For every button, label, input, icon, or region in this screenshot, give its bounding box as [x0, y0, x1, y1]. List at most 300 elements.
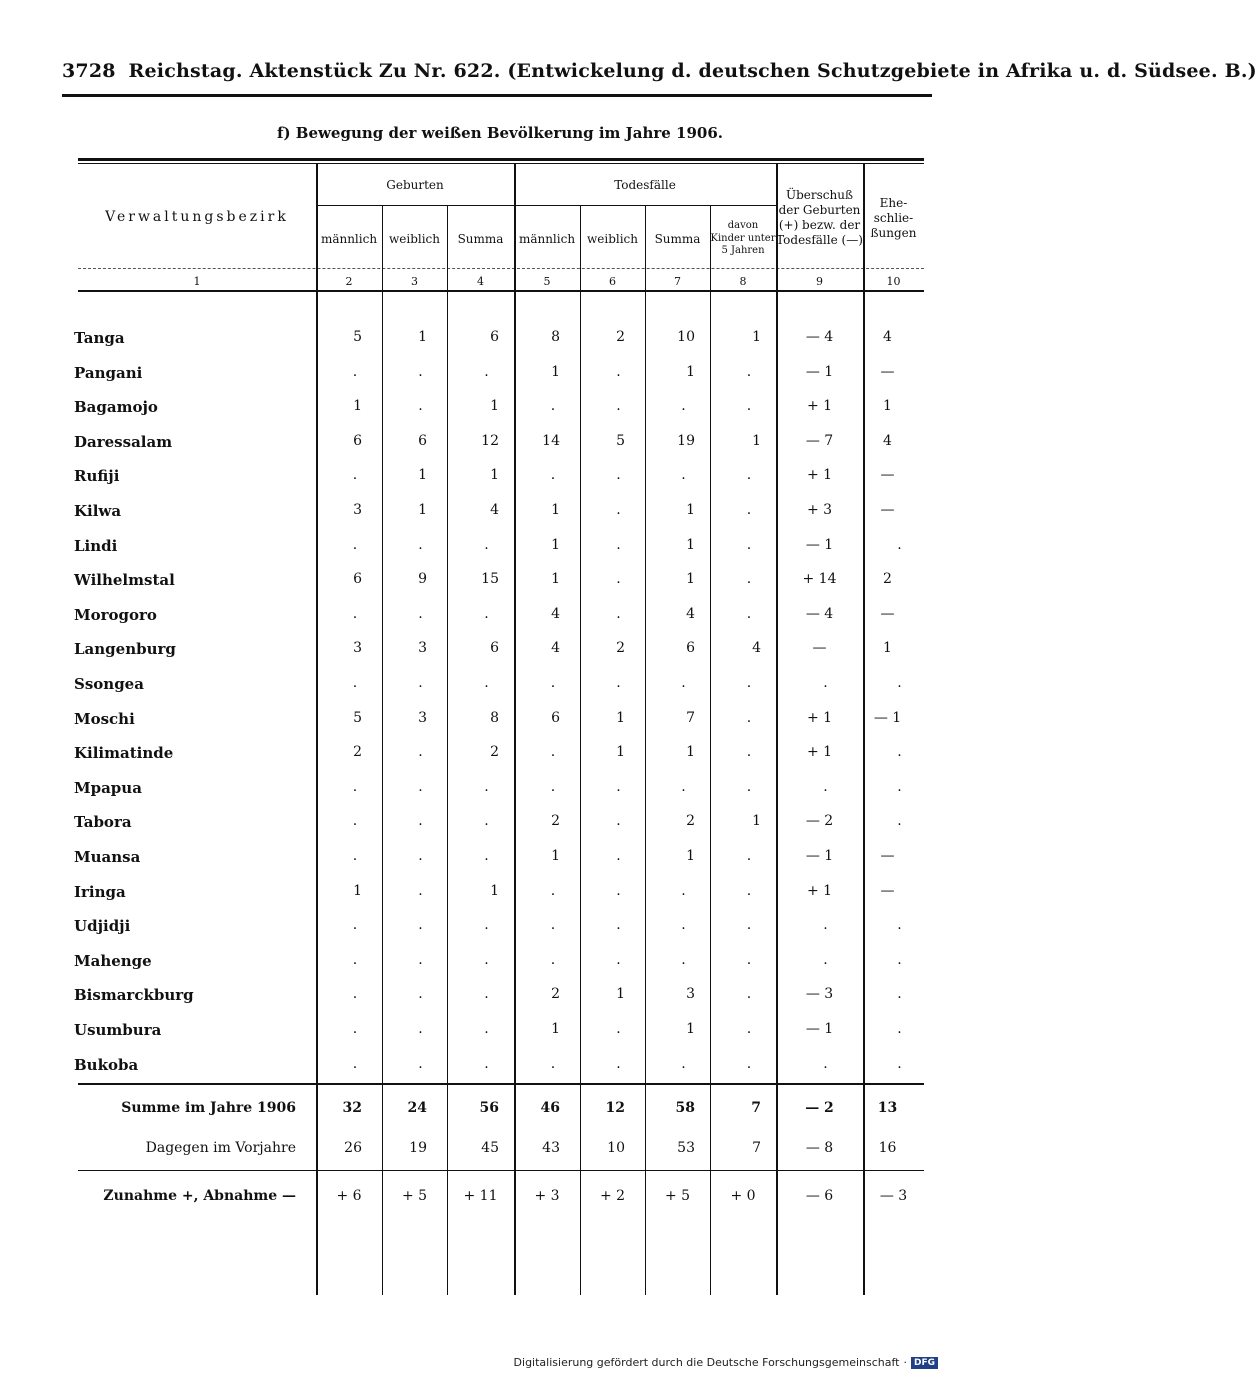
column-number: 3 — [411, 275, 418, 288]
column-header: weiblich — [388, 231, 441, 246]
table-cell: 2 — [353, 744, 362, 761]
header-bottom-rule — [78, 268, 924, 269]
district-name: Rufiji — [74, 467, 120, 486]
table-cell: 8 — [551, 329, 560, 345]
table-cell: . — [418, 951, 423, 968]
column-number: 4 — [477, 275, 484, 288]
table-cell: . — [823, 778, 828, 795]
table-cell: . — [484, 675, 489, 691]
table-cell: . — [681, 1055, 686, 1072]
change-cell: + 5 — [401, 1188, 428, 1204]
table-cell: . — [746, 571, 752, 588]
table-cell: 12 — [481, 432, 499, 449]
table-cell: . — [352, 951, 358, 968]
table-cell: 1 — [616, 986, 625, 1003]
district-label — [74, 813, 306, 831]
table-cell: 1 — [551, 1021, 560, 1037]
table-cell: . — [746, 467, 752, 484]
table-cell: — — [880, 848, 895, 864]
table-cell: 1 — [752, 329, 761, 345]
table-cell: 4 — [551, 605, 560, 622]
district-label — [74, 883, 306, 901]
table-cell: 2 — [551, 986, 560, 1003]
table-cell: . — [418, 986, 423, 1003]
table-cell: 1 — [353, 398, 362, 415]
totals-label: Summe im Jahre 1906 — [121, 1100, 296, 1116]
table-cell: 4 — [686, 605, 695, 622]
table-cell: 6 — [490, 329, 499, 345]
district-label — [74, 952, 306, 970]
table-cell: . — [616, 536, 621, 553]
table-cell: + 1 — [806, 398, 833, 415]
district-label — [74, 1056, 306, 1074]
district-label — [74, 502, 306, 520]
table-cell: . — [352, 813, 358, 830]
table-cell: . — [823, 1055, 828, 1072]
table-cell: . — [616, 398, 621, 415]
table-cell: 2 — [551, 813, 560, 830]
totals-cell: 7 — [752, 1140, 761, 1156]
table-cell: 1 — [883, 640, 892, 657]
table-cell: 2 — [686, 813, 695, 830]
table-cell: . — [746, 882, 752, 899]
column-number: 6 — [609, 275, 616, 288]
district-label — [74, 744, 306, 762]
table-cell: 6 — [490, 640, 499, 657]
table-cell: . — [418, 882, 423, 899]
table-cell: 1 — [551, 571, 560, 588]
district-name: Daressalam — [74, 432, 173, 451]
table-cell: . — [897, 744, 902, 761]
column-header: Verwaltungsbezirk — [105, 209, 289, 226]
table-cell: 3 — [418, 709, 427, 726]
table-cell: 6 — [686, 640, 695, 657]
table-cell: 1 — [752, 432, 761, 449]
district-name: Morogoro — [74, 605, 157, 624]
table-cell: . — [484, 917, 489, 934]
table-cell: . — [484, 1021, 489, 1037]
colnum-bottom-rule — [78, 290, 924, 292]
table-cell: . — [418, 398, 423, 415]
table-cell: — — [812, 640, 827, 657]
table-cell: . — [484, 951, 489, 968]
table-cell: 10 — [677, 329, 695, 345]
column-header: Überschuß der Geburten (+) bezw. der Todesfälle (—) — [776, 188, 863, 247]
table-cell: 2 — [616, 640, 625, 657]
totals-cell: 43 — [542, 1140, 560, 1156]
table-cell: . — [897, 951, 902, 968]
district-name: Wilhelmstal — [74, 571, 175, 590]
dfg-logo-icon: DFG — [911, 1357, 938, 1369]
table-cell: — 3 — [805, 986, 834, 1003]
column-number: 8 — [739, 275, 747, 288]
table-cell: 4 — [883, 432, 892, 449]
table-cell: . — [897, 813, 902, 830]
table-cell: 1 — [686, 363, 695, 380]
table-cell: . — [616, 1055, 621, 1072]
table-cell: 1 — [490, 398, 499, 415]
change-label: Zunahme +, Abnahme — — [103, 1188, 296, 1204]
header-rule — [62, 94, 932, 97]
table-cell: 1 — [551, 502, 560, 518]
table-cell: . — [418, 675, 423, 691]
table-cell: . — [418, 744, 423, 761]
totals-label: Dagegen im Vorjahre — [145, 1140, 296, 1156]
district-label — [74, 1021, 306, 1039]
table-cell: 4 — [551, 640, 560, 657]
table-cell: 1 — [686, 536, 695, 553]
table-cell: . — [352, 1021, 358, 1037]
district-label — [74, 606, 306, 624]
totals-cell: — 8 — [805, 1140, 834, 1156]
table-cell: 6 — [551, 709, 560, 726]
table-cell: . — [550, 882, 556, 899]
totals-bottom-rule — [78, 1170, 924, 1171]
column-header: weiblich — [586, 231, 639, 246]
district-label — [74, 433, 306, 451]
change-cell: — 6 — [805, 1188, 834, 1204]
district-label — [74, 537, 306, 555]
district-name: Usumbura — [74, 1021, 162, 1039]
section-title: f) Bewegung der weißen Bevölkerung im Jahre 1906. — [277, 124, 723, 142]
district-name: Muansa — [74, 848, 141, 866]
table-cell: . — [681, 398, 686, 415]
district-name: Langenburg — [74, 640, 176, 659]
table-cell: . — [616, 502, 621, 518]
footer: Digitalisierung gefördert durch die Deutsche Forschungsgemeinschaft · DFG — [514, 1356, 938, 1369]
table-cell: . — [681, 778, 686, 795]
table-cell: . — [616, 675, 621, 691]
table-cell: 1 — [686, 744, 695, 761]
table-cell: . — [418, 1055, 423, 1072]
table-cell: — — [880, 502, 895, 518]
table-cell: . — [746, 502, 752, 518]
column-number: 1 — [193, 275, 201, 288]
body-bottom-rule — [78, 1083, 924, 1085]
table-cell: . — [418, 917, 423, 934]
table-cell: . — [550, 467, 556, 484]
table-cell: 2 — [616, 329, 625, 345]
table-cell: 6 — [353, 571, 362, 588]
table-cell: 1 — [418, 502, 427, 518]
totals-cell: 53 — [677, 1140, 695, 1156]
table-cell: — — [880, 467, 895, 484]
district-name: Kilwa — [74, 502, 122, 520]
table-cell: — — [880, 882, 895, 899]
table-cell: 1 — [686, 571, 695, 588]
table-cell: 1 — [883, 398, 892, 415]
table-cell: — 4 — [805, 605, 834, 622]
table-cell: . — [352, 1055, 358, 1072]
table-cell: + 1 — [806, 709, 833, 726]
district-name: Bukoba — [74, 1055, 139, 1074]
table-cell: 1 — [551, 848, 560, 864]
table-cell: 1 — [752, 813, 761, 830]
table-cell: 19 — [677, 432, 695, 449]
table-cell: 9 — [418, 571, 427, 588]
column-header: davon Kinder unter 5 Jahren — [710, 220, 776, 257]
change-cell: + 11 — [463, 1188, 498, 1204]
table-cell: . — [616, 882, 621, 899]
table-cell: . — [418, 848, 423, 864]
table-cell: . — [616, 1021, 621, 1037]
change-cell: + 3 — [534, 1188, 560, 1204]
table-cell: . — [418, 536, 423, 553]
totals-cell: 13 — [877, 1100, 898, 1116]
footer-text: Digitalisierung gefördert durch die Deutsche Forschungsgemeinschaft — [513, 1356, 900, 1369]
district-label — [74, 329, 306, 347]
table-cell: . — [616, 605, 621, 622]
table-cell: 5 — [353, 329, 362, 345]
district-name: Udjidji — [74, 917, 131, 936]
table-cell: . — [550, 675, 556, 691]
page-number: 3728 — [62, 60, 116, 82]
totals-cell: 26 — [344, 1140, 362, 1156]
table-cell: . — [746, 1055, 752, 1072]
totals-cell: 19 — [409, 1140, 427, 1156]
table-cell: . — [616, 813, 621, 830]
table-cell: . — [823, 675, 828, 691]
district-name: Iringa — [74, 882, 126, 901]
table-cell: . — [746, 675, 752, 691]
births-group-rule — [316, 205, 514, 206]
column-number: 7 — [674, 275, 681, 288]
table-cell: . — [352, 363, 358, 380]
table-cell: 1 — [616, 709, 625, 726]
table-cell: — 7 — [805, 432, 834, 449]
district-name: Tanga — [74, 329, 125, 347]
district-label — [74, 779, 306, 797]
table-cell: . — [418, 605, 423, 622]
table-cell: . — [418, 813, 423, 830]
table-cell: 3 — [686, 986, 695, 1003]
table-cell: 2 — [883, 571, 892, 588]
table-cell: . — [746, 951, 752, 968]
table-cell: . — [484, 848, 489, 864]
change-cell: + 0 — [730, 1188, 756, 1204]
column-number: 2 — [345, 275, 353, 288]
table-cell: . — [352, 536, 358, 553]
table-cell: . — [352, 778, 358, 795]
table-cell: . — [484, 1055, 489, 1072]
table-cell: . — [484, 986, 489, 1003]
table-cell: . — [681, 675, 686, 691]
table-cell: 3 — [418, 640, 427, 657]
district-name: Mahenge — [74, 951, 152, 970]
district-label — [74, 710, 306, 728]
table-cell: . — [418, 1021, 423, 1037]
district-label — [74, 848, 306, 866]
table-cell: 6 — [353, 432, 362, 449]
column-header: Summa — [457, 231, 504, 246]
table-cell: . — [823, 917, 828, 934]
table-cell: . — [746, 363, 752, 380]
table-cell: 15 — [481, 571, 499, 588]
district-label — [74, 571, 306, 589]
table-cell: 4 — [752, 640, 761, 657]
table-cell: + 1 — [806, 467, 833, 484]
deaths-group-header: Todesfälle — [614, 178, 676, 192]
table-cell: 2 — [490, 744, 499, 761]
table-cell: 1 — [686, 848, 695, 864]
table-cell: — 2 — [805, 813, 834, 830]
table-cell: . — [681, 467, 686, 484]
table-top-rule-2 — [78, 163, 924, 164]
table-cell: . — [897, 1055, 902, 1072]
table-cell: . — [418, 778, 423, 795]
column-header: männlich — [518, 231, 576, 246]
table-cell: 8 — [490, 709, 499, 726]
table-cell: . — [616, 467, 621, 484]
table-cell: . — [550, 917, 556, 934]
table-cell: . — [897, 778, 902, 795]
change-cell: + 6 — [336, 1188, 362, 1204]
table-cell: + 14 — [802, 571, 837, 588]
change-cell: + 5 — [664, 1188, 691, 1204]
totals-cell: 10 — [607, 1140, 625, 1156]
table-cell: 1 — [616, 744, 625, 761]
district-label — [74, 640, 306, 658]
totals-cell: — 2 — [805, 1100, 834, 1116]
district-name: Lindi — [74, 536, 118, 555]
table-top-rule — [78, 158, 924, 161]
table-cell: . — [897, 1021, 902, 1037]
table-cell: . — [746, 398, 752, 415]
table-cell: 1 — [551, 363, 560, 380]
column-header: Ehe-schlie-ßungen — [870, 195, 917, 240]
change-cell: + 2 — [599, 1188, 626, 1204]
table-cell: — 1 — [873, 709, 902, 726]
district-name: Bismarckburg — [74, 986, 194, 1005]
table-cell: . — [484, 363, 489, 380]
table-cell: 1 — [418, 329, 427, 345]
table-cell: 5 — [353, 709, 362, 726]
district-name: Moschi — [74, 709, 135, 728]
table-cell: . — [897, 675, 902, 691]
table-cell: 4 — [883, 329, 892, 345]
table-cell: 1 — [490, 467, 499, 484]
column-number: 10 — [886, 275, 901, 288]
table-cell: 3 — [353, 640, 362, 657]
table-cell: — — [880, 363, 895, 380]
table-cell: . — [352, 917, 358, 934]
table-cell: + 3 — [806, 502, 833, 518]
table-cell: 3 — [353, 502, 362, 518]
table-cell: . — [484, 605, 489, 622]
table-cell: — 1 — [805, 363, 834, 380]
table-cell: . — [418, 363, 423, 380]
table-cell: 5 — [616, 432, 625, 449]
table-cell: 1 — [551, 536, 560, 553]
change-cell: — 3 — [879, 1188, 908, 1204]
column-number: 9 — [816, 275, 823, 288]
table-cell: . — [484, 813, 489, 830]
table-cell: . — [897, 986, 902, 1003]
table-cell: 1 — [490, 882, 499, 899]
totals-cell: 46 — [540, 1100, 560, 1116]
totals-cell: 24 — [407, 1100, 427, 1116]
table-cell: . — [746, 778, 752, 795]
table-cell: . — [616, 363, 621, 380]
table-cell: . — [897, 536, 902, 553]
table-cell: . — [681, 882, 686, 899]
district-name: Pangani — [74, 363, 143, 382]
totals-cell: 32 — [342, 1100, 362, 1116]
table-cell: . — [616, 571, 621, 588]
table-cell: . — [550, 778, 556, 795]
table-cell: . — [746, 709, 752, 726]
table-cell: 4 — [490, 502, 499, 518]
table-cell: . — [484, 536, 489, 553]
table-cell: . — [746, 917, 752, 934]
births-group-header: Geburten — [386, 178, 444, 192]
table-cell: — — [880, 605, 895, 622]
running-title: Reichstag. Aktenstück Zu Nr. 622. (Entwickelung d. deutschen Schutzgebiete in Afrika u. d. Südsee. B.) — [128, 60, 1257, 82]
page-header — [62, 60, 1257, 90]
district-name: Tabora — [74, 813, 132, 832]
table-cell: — 1 — [805, 1021, 834, 1037]
totals-cell: 16 — [878, 1140, 897, 1156]
table-cell: . — [681, 917, 686, 934]
table-cell: . — [746, 986, 752, 1003]
table-cell: . — [352, 986, 358, 1003]
table-cell: . — [616, 951, 621, 968]
column-number: 5 — [543, 275, 551, 288]
table-cell: 1 — [353, 882, 362, 899]
district-name: Mpapua — [74, 778, 142, 797]
district-name: Bagamojo — [74, 398, 158, 417]
table-cell: 14 — [542, 432, 560, 449]
table-cell: — 1 — [805, 848, 834, 864]
table-cell: 1 — [686, 1021, 695, 1037]
table-cell: . — [746, 848, 752, 864]
table-cell: . — [550, 1055, 556, 1072]
table-cell: . — [746, 605, 752, 622]
table-cell: . — [352, 467, 358, 484]
table-cell: 1 — [686, 502, 695, 518]
table-cell: . — [897, 917, 902, 934]
table-cell: . — [352, 848, 358, 864]
totals-cell: 56 — [479, 1100, 499, 1116]
table-cell: + 1 — [806, 744, 833, 761]
table-cell: — 1 — [805, 536, 834, 553]
table-cell: . — [746, 1021, 752, 1037]
table-cell: . — [550, 744, 556, 761]
table-cell: . — [681, 951, 686, 968]
district-label — [74, 398, 306, 416]
table-cell: . — [616, 848, 621, 864]
district-label — [74, 675, 306, 693]
totals-cell: 58 — [675, 1100, 695, 1116]
totals-cell: 45 — [481, 1140, 499, 1156]
district-name: Kilimatinde — [74, 744, 174, 763]
district-label — [74, 467, 306, 485]
totals-cell: 7 — [751, 1100, 761, 1116]
table-cell: — 4 — [805, 329, 834, 345]
table-cell: . — [616, 778, 621, 795]
table-cell: . — [550, 951, 556, 968]
column-header: männlich — [320, 231, 378, 246]
table-cell: . — [352, 605, 358, 622]
table-cell: . — [352, 675, 358, 691]
table-cell: + 1 — [806, 882, 833, 899]
totals-cell: 12 — [605, 1100, 625, 1116]
table-cell: . — [746, 744, 752, 761]
table-cell: . — [550, 398, 556, 415]
table-cell: . — [616, 917, 621, 934]
district-label — [74, 917, 306, 935]
table-cell: 1 — [418, 467, 427, 484]
